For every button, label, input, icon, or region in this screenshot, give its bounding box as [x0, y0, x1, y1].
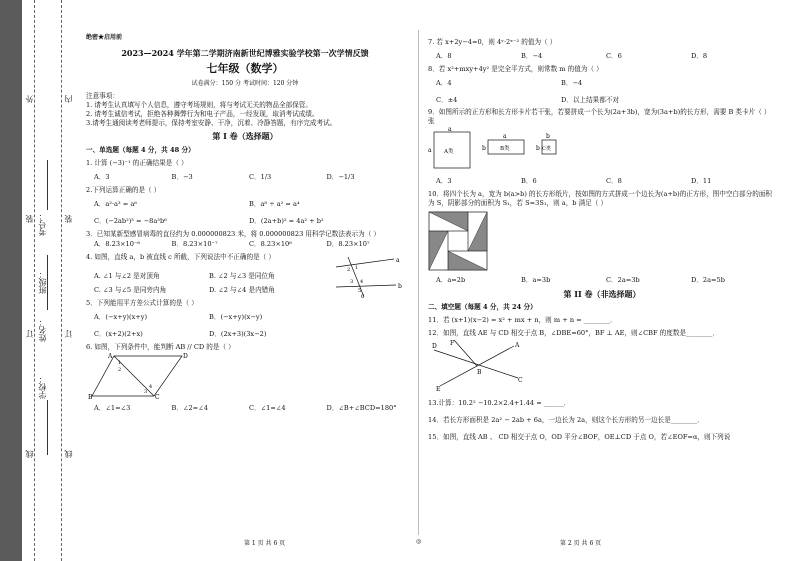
binding-class-label: 班级： — [38, 270, 47, 294]
binding-wai: 外 — [25, 95, 34, 103]
option-a[interactable]: A．8.23×10⁻⁶ — [94, 240, 141, 249]
option-b[interactable]: B．8.23×10⁻⁷ — [171, 240, 218, 249]
svg-text:2: 2 — [118, 366, 122, 373]
parallelogram — [92, 356, 182, 396]
question-2 — [86, 186, 404, 226]
binding-number-label: 考号： — [38, 212, 47, 236]
question-stem: 1. 计算 (−3)⁻¹ 的正确结果是（ ） — [86, 159, 188, 168]
question-stem: 5．下列能用平方差公式计算的是（ ） — [86, 298, 198, 307]
option-c[interactable]: C．(−2ab²)³ = −8a³b⁶ — [94, 216, 167, 225]
option-b[interactable]: B．−3 — [171, 172, 193, 181]
secret-mark: 绝密★启用前 — [86, 34, 123, 41]
footer-mark: ◎ — [416, 538, 422, 545]
svg-text:a: a — [428, 147, 432, 155]
option-d[interactable]: D．以上结果都不对 — [561, 95, 620, 104]
option-d[interactable]: D．∠B+∠BCD=180° — [326, 404, 397, 413]
svg-text:3: 3 — [350, 279, 354, 286]
binding-school-label: 学校： — [38, 375, 47, 399]
svg-text:D: D — [432, 343, 437, 351]
binding-strip — [0, 0, 22, 561]
option-d[interactable]: D．(2x+3)(3x−2) — [209, 329, 267, 338]
svg-text:b: b — [482, 145, 486, 153]
line-c — [348, 257, 364, 297]
svg-text:D: D — [183, 352, 188, 360]
notice-item: 3.请考生通阅读考老师提示，保持考室安静、干净，沉着、冷静答题，有序完成考试。 — [86, 118, 337, 127]
number-blank[interactable] — [47, 160, 48, 210]
notice — [86, 92, 404, 128]
question-stem: 4. 如图，直线 a，b 被直线 c 所截，下列说法中不正确的是（ ） — [86, 253, 275, 262]
question-stem: 10．将四个长为 a，宽为 b(a>b) 的长方形纸片，按如图的方式拼成一个边长为(a+b)的正方形，图中空白部分的面积为 S，阴影部分的面积为 S₁，若 S=3S₁，则 a，b 满足（ ） — [428, 190, 773, 207]
part1-title: 第 I 卷（选择题） — [212, 131, 278, 142]
card-b-label: B类 — [500, 146, 510, 153]
card-c-label: C类 — [542, 146, 551, 153]
option-c[interactable]: C．∠1=∠4 — [249, 404, 286, 413]
option-a[interactable]: A．a=2b — [436, 275, 466, 284]
binding-xian-inner: 线 — [64, 450, 73, 458]
option-c[interactable]: C. ∠3 与∠5 是同旁内角 — [94, 286, 167, 295]
question-5 — [86, 299, 404, 339]
svg-text:A: A — [515, 342, 520, 350]
q9-figure — [428, 126, 588, 172]
notice-title: 注意事项： — [86, 91, 119, 100]
section-single-choice: 一、单选题（每题 4 分，共 48 分） — [86, 146, 195, 155]
question-stem: 2.下列运算正确的是（ ） — [86, 185, 161, 194]
option-b[interactable]: B．6 — [521, 177, 537, 186]
question-7 — [428, 38, 776, 61]
footer-right: 第 2 页 共 6 页 — [560, 540, 602, 547]
page-left — [86, 34, 404, 413]
svg-text:4: 4 — [360, 279, 364, 286]
svg-text:A: A — [108, 352, 113, 360]
line-cd — [434, 350, 518, 378]
binding-name-label: 姓名： — [38, 318, 47, 342]
option-d[interactable]: D．−1/3 — [326, 172, 355, 181]
option-b[interactable]: B. ∠2 与∠3 是同位角 — [209, 272, 275, 281]
notice-item: 1. 请考生认真填写个人信息，遵守考场规则，将与考试无关的物品全部保管。 — [86, 100, 312, 109]
svg-text:b: b — [546, 133, 550, 141]
svg-text:B: B — [477, 369, 482, 377]
option-b[interactable]: B．−4 — [521, 51, 543, 60]
svg-text:2: 2 — [347, 267, 351, 274]
question-9 — [428, 108, 776, 186]
svg-text:4: 4 — [149, 383, 153, 390]
cut-line-inner — [61, 0, 62, 561]
binding-margin — [0, 0, 73, 561]
option-a[interactable]: A．8 — [436, 51, 452, 60]
question-8 — [428, 65, 776, 105]
question-15: 15．如图，直线 AB 、 CD 相交于点 O，OD 平分∠BOF，OE⊥CD 于点 O，若∠EOF=α，则下列说 — [428, 432, 731, 441]
svg-text:a: a — [503, 133, 507, 141]
question-13: 13.计算：10.2² −10.2×2.4+1.44 = ______． — [428, 398, 571, 407]
question-stem: 3．已知某新型感冒病毒的直径约为 0.000000823 米，将 0.000000823 用科学记数法表示为（ ） — [86, 229, 380, 238]
card-a-label: A类 — [444, 149, 454, 156]
option-d[interactable]: D．2a=5b — [691, 275, 725, 284]
binding-ding-inner: 订 — [64, 330, 73, 338]
binding-zhuang-outer: 装 — [25, 215, 34, 223]
svg-text:C: C — [155, 393, 160, 401]
option-b[interactable]: B．−4 — [561, 78, 583, 87]
svg-text:b: b — [536, 145, 540, 153]
option-c[interactable]: C．2a=3b — [606, 275, 640, 284]
q12-figure — [432, 338, 522, 392]
part2-title: 第 II 卷（非选择题） — [563, 288, 641, 299]
option-c[interactable]: C．8.23×10⁶ — [249, 240, 292, 249]
question-1 — [86, 159, 404, 182]
option-c[interactable]: C．(x+2)(2+x) — [94, 329, 143, 338]
option-b[interactable]: B．a⁸ ÷ a² = a⁴ — [249, 199, 300, 208]
svg-text:E: E — [436, 386, 441, 394]
option-a[interactable]: A．∠1=∠3 — [94, 404, 131, 413]
question-stem: 7. 若 x+2y−4=0，则 4ʸ·2ˣ⁻² 的值为（ ） — [428, 38, 557, 46]
option-a[interactable]: A．a²·a³ = a⁶ — [94, 199, 137, 208]
question-3 — [86, 230, 404, 250]
center-square — [448, 231, 468, 251]
question-4 — [86, 253, 404, 301]
binding-ding-outer: 订 — [25, 330, 34, 338]
svg-text:F: F — [450, 340, 455, 348]
question-14: 14．若长方形面积是 2a² − 2ab + 6a，一边长为 2a，则这个长方形的另一边长是________． — [428, 415, 704, 424]
option-c[interactable]: C．8 — [606, 177, 622, 186]
svg-text:3: 3 — [144, 388, 148, 395]
line-b — [336, 285, 396, 287]
option-a[interactable]: A．3 — [94, 172, 110, 181]
line-a — [336, 259, 394, 267]
option-c[interactable]: C．1/3 — [249, 172, 272, 181]
question-6 — [86, 343, 404, 414]
svg-text:1: 1 — [355, 265, 359, 272]
q10-figure — [428, 211, 488, 271]
binding-nei: 内 — [64, 95, 73, 103]
binding-zhuang-inner: 装 — [64, 215, 73, 223]
question-stem: 8．若 x²+mxy+4y² 是完全平方式，则常数 m 的值为（ ） — [428, 64, 603, 73]
binding-xian-outer: 线 — [25, 450, 34, 458]
option-a[interactable]: A．4 — [436, 78, 452, 87]
exam-meta: 试卷满分：150 分 考试时间：120 分钟 — [191, 79, 299, 87]
svg-text:a: a — [448, 126, 452, 134]
cut-line-outer — [34, 0, 35, 561]
option-b[interactable]: B．(−x+y)(x−y) — [209, 312, 263, 321]
page-divider — [418, 30, 419, 535]
exam-title: 2023—2024 学年第二学期济南新世纪博雅实验学校第一次学情反馈 — [121, 48, 369, 59]
option-d[interactable]: D．8.23×10⁷ — [326, 240, 370, 249]
question-stem: 9．如图所示的正方形和长方形卡片若干张，若要拼成一个长为(2a+3b)，宽为(3a+b)的长方形，需要 B 类卡片（ ）张 — [428, 108, 771, 126]
svg-text:a: a — [396, 257, 400, 265]
option-a[interactable]: A. ∠1 与∠2 是对顶角 — [94, 272, 160, 281]
option-d[interactable]: D．8 — [691, 51, 708, 60]
exam-grade: 七年级（数学） — [206, 61, 284, 75]
ray-bf — [454, 340, 477, 366]
question-12: 12．如图，直线 AE 与 CD 相交于点 B，∠DBE=60°，BF ⊥ AE，则∠CBF 的度数是________． — [428, 329, 720, 338]
option-b[interactable]: B．∠2=∠4 — [171, 404, 208, 413]
svg-text:C: C — [518, 377, 523, 385]
school-blank[interactable] — [47, 400, 48, 455]
option-b[interactable]: B．a=3b — [521, 275, 551, 284]
svg-text:B: B — [88, 393, 93, 401]
q4-figure — [334, 255, 404, 299]
svg-text:1: 1 — [118, 359, 122, 366]
option-a[interactable]: A．(−x+y)(x+y) — [94, 312, 148, 321]
option-d[interactable]: D．(2a+b)² = 4a² + b² — [249, 216, 324, 225]
option-c[interactable]: C．6 — [606, 51, 622, 60]
question-stem: 6. 如图，下列条件中，能判断 AB // CD 的是（ ） — [86, 342, 235, 351]
option-a[interactable]: A．3 — [436, 177, 452, 186]
question-10 — [428, 190, 776, 285]
section-fill-blank: 二、填空题（每题 4 分，共 24 分） — [428, 303, 537, 312]
footer-left: 第 1 页 共 6 页 — [244, 540, 286, 547]
question-11: 11．若 (x+1)(x−2) = x² + mx + n，则 m + n = ________． — [428, 316, 617, 325]
svg-text:b: b — [398, 283, 402, 291]
option-d[interactable]: D．11 — [691, 177, 712, 186]
svg-text:c: c — [361, 293, 365, 301]
q6-figure — [88, 352, 188, 400]
option-c[interactable]: C．±4 — [436, 95, 458, 104]
notice-item: 2. 请考生诚信考试，拒绝各种舞弊行为和电子产品，一经发现，取消考试成绩。 — [86, 109, 319, 118]
page-right — [428, 38, 776, 442]
svg-text:5: 5 — [358, 288, 362, 295]
option-d[interactable]: D. ∠2 与∠4 是内错角 — [209, 286, 275, 295]
